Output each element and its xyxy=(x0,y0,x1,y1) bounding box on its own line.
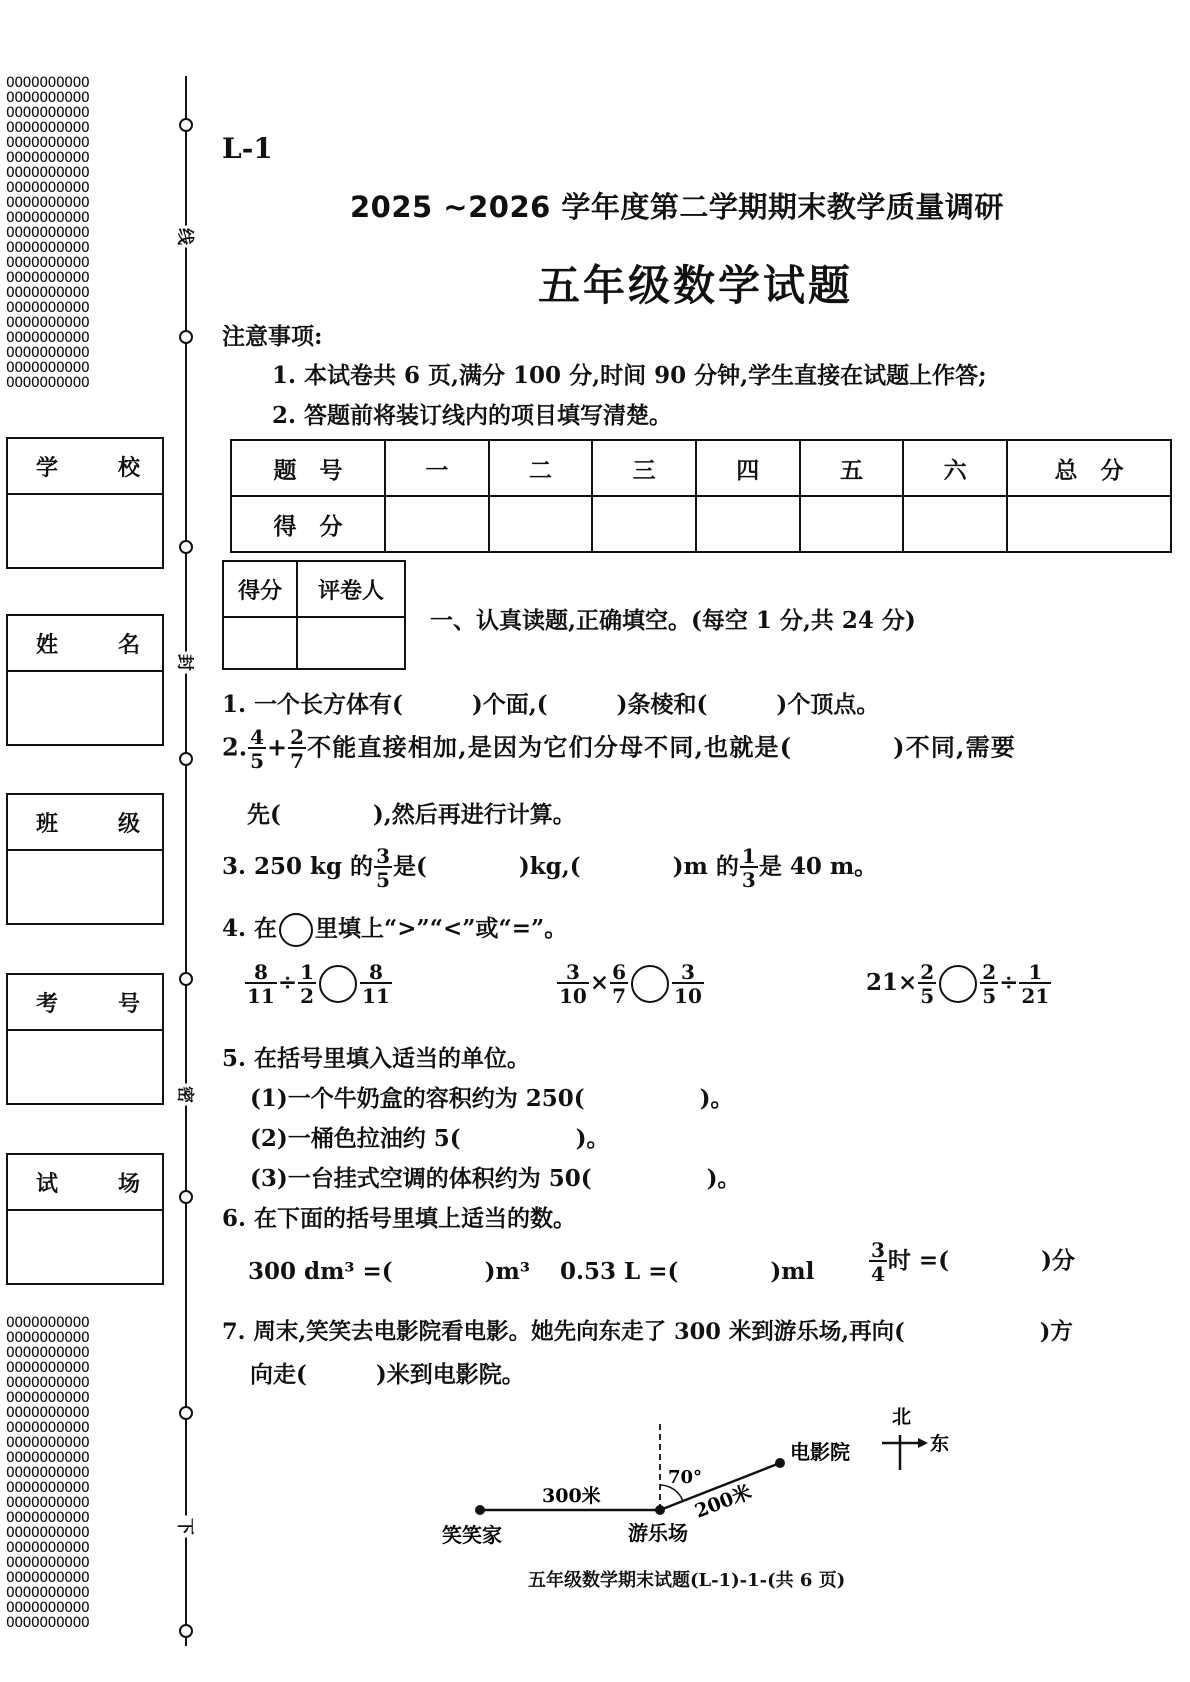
notice-heading: 注意事项: xyxy=(222,323,323,350)
question-6: 6. 在下面的括号里填上适当的数。 xyxy=(222,1205,577,1232)
fraction: $\frac{1}{3}$ xyxy=(741,844,756,892)
question-5-3: (3)一台挂式空调的体积约为 50( )。 xyxy=(250,1165,741,1192)
compass-arrow-icon xyxy=(918,1438,928,1448)
compare-expr-3: 21× $\frac{2}{5}$ $\frac{2}{5}$ ÷ $\frac{1}{21}$ xyxy=(866,960,1050,1008)
score-table-header: 一 xyxy=(385,440,489,496)
distance-label: 200米 xyxy=(691,1481,755,1523)
binding-hole xyxy=(179,118,193,132)
operator: + xyxy=(266,732,288,762)
fraction: $\frac{3}{4}$ xyxy=(871,1238,885,1286)
school-field[interactable] xyxy=(6,437,164,569)
score-table-header: 六 xyxy=(903,440,1007,496)
question-5-1: (1)一个牛奶盒的容积约为 250( )。 xyxy=(250,1085,734,1112)
fraction: $\frac{4}{5}$ xyxy=(250,725,264,773)
question-text: 不能直接相加,是因为它们分母不同,也就是( )不同,需要 xyxy=(307,732,1016,762)
question-text: 里填上“>”“<”或“=”。 xyxy=(315,915,568,942)
exam-title: 2025 ~2026 学年度第二学期期末教学质量调研 xyxy=(350,190,1004,224)
fraction: $\frac{2}{7}$ xyxy=(290,725,305,773)
field-label: 学 xyxy=(36,454,59,481)
field-label: 考 xyxy=(36,990,59,1017)
score-table-header: 题 号 xyxy=(231,440,385,496)
notice-item: 2. 答题前将装订线内的项目填写清楚。 xyxy=(272,402,673,429)
binding-label: 线 xyxy=(175,226,200,248)
score-table xyxy=(230,439,1172,553)
score-cell[interactable] xyxy=(903,496,1007,552)
score-table-header: 四 xyxy=(696,440,800,496)
question-6-a: 300 dm³ =( )m³ xyxy=(248,1258,530,1285)
class-field[interactable] xyxy=(6,793,164,925)
question-2-line2: 先( ),然后再进行计算。 xyxy=(247,801,576,828)
binding-hole xyxy=(179,752,193,766)
score-cell[interactable] xyxy=(489,496,593,552)
cinema-point xyxy=(775,1458,785,1468)
question-5-2: (2)一桶色拉油约 5( )。 xyxy=(250,1125,610,1152)
field-label: 级 xyxy=(117,810,140,837)
compare-expr-2: $\frac{3}{10}$ × $\frac{6}{7}$ $\frac{3}{10}$ xyxy=(559,960,702,1008)
grader-table xyxy=(222,560,406,670)
binding-hole xyxy=(179,1624,193,1638)
question-text: 4. 在 xyxy=(222,915,278,942)
route-diagram xyxy=(430,1395,970,1555)
question-text: 是( )kg,( )m 的 xyxy=(392,853,739,880)
compare-blank[interactable] xyxy=(939,965,977,1003)
binding-hole xyxy=(179,330,193,344)
question-text: 是 40 m。 xyxy=(758,853,878,880)
distance-label: 300米 xyxy=(542,1485,601,1507)
binding-hole xyxy=(179,540,193,554)
field-label: 名 xyxy=(117,631,140,658)
fraction: $\frac{3}{5}$ xyxy=(376,844,390,892)
park-label: 游乐场 xyxy=(628,1521,688,1545)
question-text: 3. 250 kg 的 xyxy=(222,853,374,880)
paper-code: L-1 xyxy=(222,132,273,165)
score-cell[interactable] xyxy=(800,496,904,552)
score-table-header: 五 xyxy=(800,440,904,496)
binding-hole xyxy=(179,1406,193,1420)
cinema-label: 电影院 xyxy=(790,1440,850,1464)
exam-number-field[interactable] xyxy=(6,973,164,1105)
question-2 xyxy=(222,727,1016,771)
question-number: 2. xyxy=(222,732,248,762)
binding-label: 封 xyxy=(175,652,200,674)
park-point xyxy=(655,1505,665,1515)
score-table-header: 二 xyxy=(489,440,593,496)
compare-blank[interactable] xyxy=(319,965,357,1003)
compare-circle-icon xyxy=(279,913,313,947)
question-5: 5. 在括号里填入适当的单位。 xyxy=(222,1045,531,1072)
grader-name-cell[interactable] xyxy=(297,617,405,669)
question-7: 7. 周末,笑笑去电影院看电影。她先向东走了 300 米到游乐场,再向( )方 xyxy=(222,1319,1073,1345)
field-label: 校 xyxy=(117,454,140,481)
question-6-c xyxy=(868,1240,1075,1284)
question-7-line2: 向走( )米到电影院。 xyxy=(250,1361,525,1388)
binding-dots-top: OOOOOOOOOO OOOOOOOOOO OOOOOOOOOO OOOOOOOOOO OOOOOOOOOO OOOOOOOOOO OOOOOOOOOO OOOOOOOOOO OOOOOOOOOO OOOOOOOOOO OOOOOOOOOO OOOOOOOOOO OOOOOOOOOO OOOOOOOOOO OOOOOOOOOO OOOOOOOOOO OOOOOOOOOO OOOOOOOOOO OOOOOOOOOO OOOOOOOOOO OOOOOOOOOO xyxy=(6,76,90,391)
binding-hole xyxy=(179,1190,193,1204)
exam-room-field[interactable] xyxy=(6,1153,164,1285)
binding-dots-bottom: OOOOOOOOOO OOOOOOOOOO OOOOOOOOOO OOOOOOOOOO OOOOOOOOOO OOOOOOOOOO OOOOOOOOOO OOOOOOOOOO OOOOOOOOOO OOOOOOOOOO OOOOOOOOOO OOOOOOOOOO OOOOOOOOOO OOOOOOOOOO OOOOOOOOOO OOOOOOOOOO OOOOOOOOOO OOOOOOOOOO OOOOOOOOOO OOOOOOOOOO OOOOOOOOOO xyxy=(6,1316,90,1631)
question-text: 时 =( )分 xyxy=(887,1247,1075,1274)
grader-name-label: 评卷人 xyxy=(297,561,405,617)
field-label: 班 xyxy=(36,810,59,837)
score-row-label: 得 分 xyxy=(231,496,385,552)
compass-east-label: 东 xyxy=(930,1433,950,1455)
field-label: 号 xyxy=(117,990,140,1017)
compare-expr-1: $\frac{8}{11}$ ÷ $\frac{1}{2}$ $\frac{8}{11}$ xyxy=(247,960,390,1008)
grader-score-cell[interactable] xyxy=(223,617,297,669)
score-cell[interactable] xyxy=(1007,496,1171,552)
field-label: 试 xyxy=(36,1170,59,1197)
question-6-b: 0.53 L =( )ml xyxy=(560,1258,815,1285)
subject-title: 五年级数学试题 xyxy=(538,261,854,310)
score-cell[interactable] xyxy=(385,496,489,552)
section-title: 一、认真读题,正确填空。(每空 1 分,共 24 分) xyxy=(430,607,916,634)
binding-hole xyxy=(179,972,193,986)
question-1: 1. 一个长方体有( )个面,( )条棱和( )个顶点。 xyxy=(222,691,880,718)
angle-label: 70° xyxy=(668,1467,703,1488)
score-table-header: 三 xyxy=(592,440,696,496)
compare-blank[interactable] xyxy=(631,965,669,1003)
home-point xyxy=(475,1505,485,1515)
field-label: 场 xyxy=(117,1170,140,1197)
name-field[interactable] xyxy=(6,614,164,746)
score-cell[interactable] xyxy=(696,496,800,552)
question-3 xyxy=(222,846,877,890)
compass-north-label: 北 xyxy=(892,1406,912,1428)
notice-item: 1. 本试卷共 6 页,满分 100 分,时间 90 分钟,学生直接在试题上作答; xyxy=(272,362,987,389)
score-cell[interactable] xyxy=(592,496,696,552)
grader-score-label: 得分 xyxy=(223,561,297,617)
question-4 xyxy=(222,910,567,947)
field-label: 姓 xyxy=(36,631,59,658)
score-table-header: 总 分 xyxy=(1007,440,1171,496)
binding-label: 下 xyxy=(175,1516,200,1538)
home-label: 笑笑家 xyxy=(442,1523,502,1547)
binding-label: 密 xyxy=(175,1084,200,1106)
page-footer: 五年级数学期末试题(L-1)-1-(共 6 页) xyxy=(528,1570,846,1591)
